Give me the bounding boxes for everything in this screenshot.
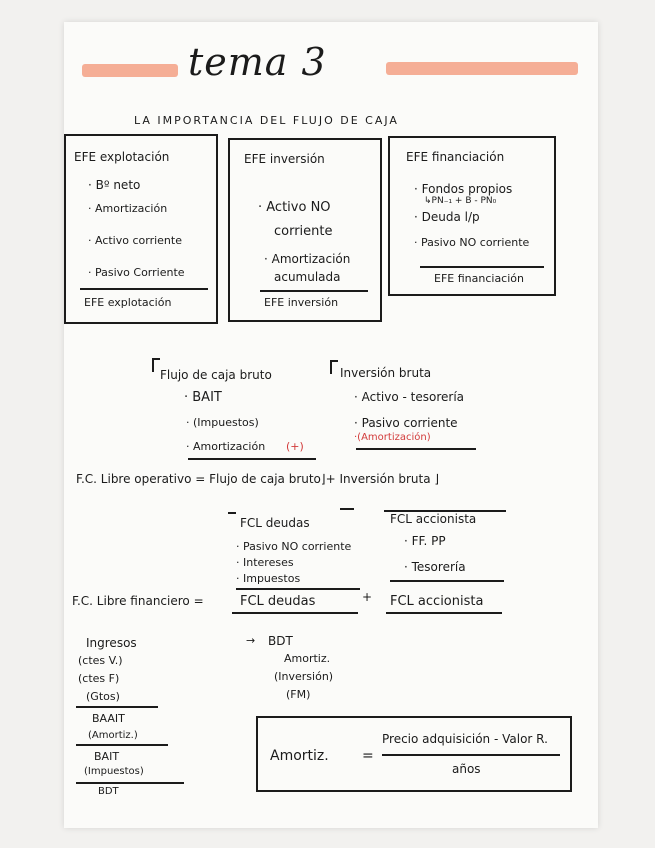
formula-numerator: Precio adquisición - Valor R. [382, 732, 548, 746]
page-subtitle: LA IMPORTANCIA DEL FLUJO DE CAJA [134, 114, 399, 127]
inversion-heading: Inversión bruta [340, 366, 432, 380]
box-total: EFE explotación [84, 296, 172, 309]
pl-item: BDT [98, 786, 119, 797]
bracket [330, 360, 338, 362]
box-item: · Amortización [88, 202, 168, 215]
box-item: · Activo NO [258, 200, 331, 215]
box-title: EFE financiación [406, 150, 505, 164]
formula-lhs: Amortiz. [270, 748, 329, 764]
flujo-item: · Amortización [186, 440, 266, 453]
right-item: (FM) [286, 688, 311, 701]
fcl-accionista-item: · Tesorería [404, 560, 466, 574]
box-item: · Activo corriente [88, 234, 182, 247]
fcl-operativo: F.C. Libre operativo = Flujo de caja bruto⌋+ Inversión bruta ⌋ [76, 472, 440, 486]
underline [390, 580, 504, 582]
pl-item: (Gtos) [86, 690, 120, 703]
pl-item: Ingresos [86, 636, 137, 650]
bracket [228, 512, 236, 514]
page-title: tema 3 [188, 40, 327, 84]
fraction-bar [382, 754, 560, 756]
highlight-right [386, 62, 578, 75]
flujo-heading: Flujo de caja bruto [160, 368, 272, 382]
pl-item: (Amortiz.) [88, 730, 138, 741]
fcl-financiero-plus: + [362, 590, 373, 604]
box-efe-inversion [228, 138, 382, 322]
underline [76, 706, 158, 708]
bracket [232, 612, 358, 614]
flujo-plus: (+) [286, 440, 304, 453]
fcl-deudas-item: · Pasivo NO corriente [236, 540, 352, 553]
pl-item: (Impuestos) [84, 766, 144, 777]
box-efe-explotacion [64, 134, 218, 324]
fcl-deudas-heading: FCL deudas [240, 516, 310, 530]
inversion-item: · Activo - tesorería [354, 390, 465, 404]
box-total: EFE financiación [434, 272, 524, 285]
underline [188, 458, 316, 460]
box-total: EFE inversión [264, 296, 339, 309]
underline [236, 588, 360, 590]
formula-eq: = [362, 748, 374, 764]
fcl-financiero-a: FCL deudas [240, 594, 316, 609]
underline [76, 782, 184, 784]
box-item: · Deuda l/p [414, 210, 480, 224]
bracket [152, 358, 160, 360]
box-efe-financiacion [388, 136, 556, 296]
underline [356, 448, 476, 450]
fcl-deudas-item: · Impuestos [236, 572, 301, 585]
box-title: EFE explotación [74, 150, 170, 164]
fcl-financiero-label: F.C. Libre financiero = [72, 594, 204, 608]
fcl-deudas-item: · Intereses [236, 556, 294, 569]
box-item: · Pasivo Corriente [88, 266, 185, 279]
bracket [340, 508, 354, 510]
flujo-item: · (Impuestos) [186, 416, 259, 429]
formula-denominator: años [452, 762, 481, 776]
right-item: BDT [268, 634, 293, 648]
total-line [260, 290, 368, 292]
bracket [384, 510, 506, 512]
box-item: · Bº neto [88, 178, 141, 192]
total-line [420, 266, 544, 268]
total-line [80, 288, 208, 290]
arrow: → [246, 634, 256, 647]
inversion-item: · Pasivo corriente [354, 416, 458, 430]
right-item: Amortiz. [284, 652, 331, 665]
underline [76, 744, 168, 746]
inversion-note: ·(Amortización) [354, 432, 431, 443]
right-item: (Inversión) [274, 670, 334, 683]
pl-item: (ctes V.) [78, 654, 123, 667]
fcl-accionista-item: · FF. PP [404, 534, 446, 548]
highlight-left [82, 64, 178, 77]
box-item: corriente [274, 224, 333, 239]
flujo-item: · BAIT [184, 390, 222, 405]
box-item: · Pasivo NO corriente [414, 236, 530, 249]
box-item: · Fondos propios [414, 182, 513, 196]
bracket [386, 612, 502, 614]
bracket [330, 360, 332, 374]
formula-box [256, 716, 572, 792]
box-item: ↳PN₋₁ + B - PN₀ [424, 196, 497, 206]
pl-item: BAAIT [92, 712, 125, 725]
fcl-financiero-b: FCL accionista [390, 594, 484, 609]
bracket [152, 358, 154, 372]
box-item: acumulada [274, 270, 341, 284]
pl-item: (ctes F) [78, 672, 120, 685]
fcl-accionista-heading: FCL accionista [390, 512, 477, 526]
box-item: · Amortización [264, 252, 351, 266]
notebook-page [64, 22, 598, 828]
box-title: EFE inversión [244, 152, 325, 166]
pl-item: BAIT [94, 750, 120, 763]
